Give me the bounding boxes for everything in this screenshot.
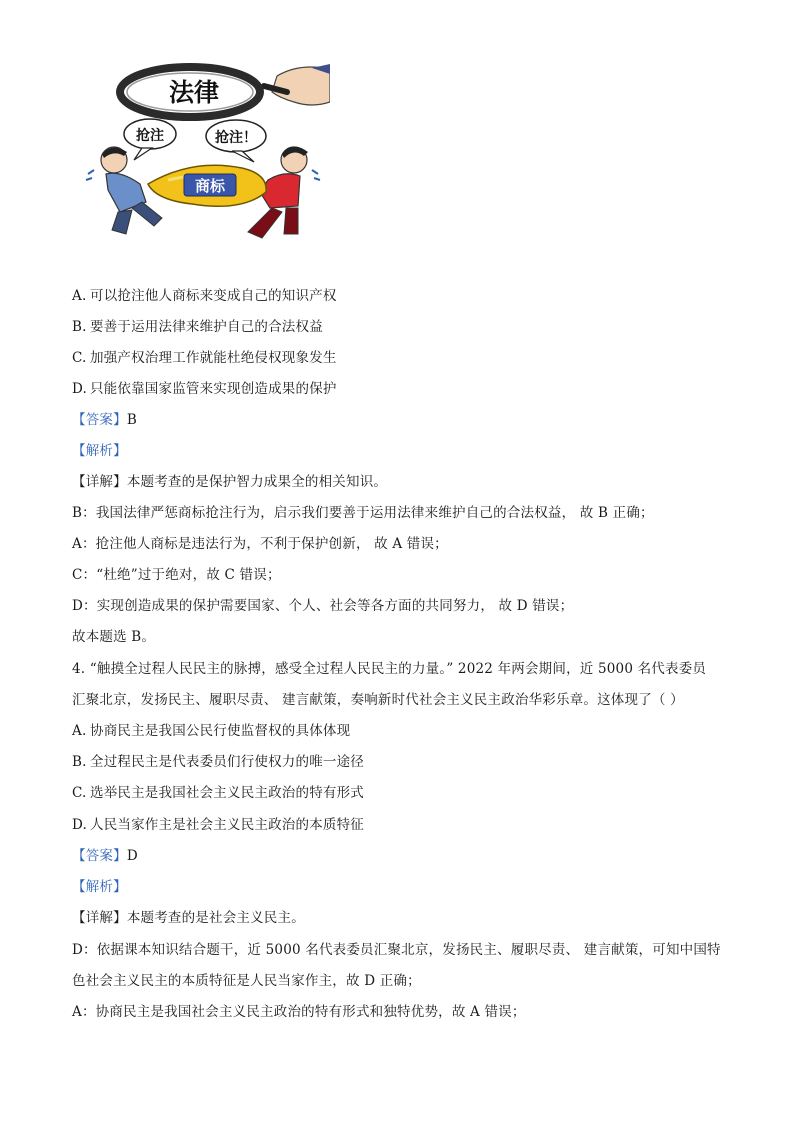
option-letter: D.	[72, 817, 88, 833]
option-letter: B.	[72, 319, 87, 335]
bubble-right-text: 抢注！	[215, 130, 257, 146]
option-text: 可以抢注他人商标来变成自己的知识产权	[90, 288, 337, 304]
option-letter: B.	[72, 754, 87, 770]
option-letter: D.	[72, 381, 88, 397]
option-letter: C.	[72, 350, 87, 366]
option-letter: A.	[72, 723, 87, 739]
magnifier-text: 法律	[168, 78, 220, 107]
q3-explain-d: D：实现创造成果的保护需要国家、个人、社会等各方面的共同努力， 故 D 错误；	[72, 598, 574, 614]
answer-value: B	[126, 412, 137, 428]
q4-explain-a: A：协商民主是我国社会主义民主政治的特有形式和独特优势，故 A 错误；	[72, 1004, 526, 1020]
q4-answer	[72, 846, 138, 866]
sack-text: 商标	[194, 177, 226, 195]
q4-option-a	[72, 721, 350, 741]
q4-stem-line1: 4. “触摸全过程人民民主的脉搏，感受全过程人民民主的力量。” 2022 年两会期间，近 5000 名代表委员	[72, 661, 707, 677]
q3-option-d	[72, 379, 337, 399]
q3-conclusion: 故本题选 B。	[72, 629, 156, 645]
option-text: 要善于运用法律来维护自己的合法权益	[90, 319, 323, 335]
q4-explain-d-line2: 色社会主义民主的本质特征是人民当家作主，故 D 正确；	[72, 973, 421, 989]
option-letter: C.	[72, 785, 87, 801]
detail-text: 本题考查的是社会主义民主。	[126, 910, 305, 926]
bubble-left-text: 抢注	[136, 128, 164, 144]
q3-analysis-label: 【解析】	[72, 443, 127, 459]
detail-text: 本题考查的是保护智力成果全的相关知识。	[126, 474, 388, 490]
answer-value: D	[126, 848, 138, 864]
q4-option-d	[72, 815, 364, 835]
detail-label: 【详解】	[72, 474, 127, 490]
q3-detail	[72, 472, 387, 492]
answer-label: 【答案】	[72, 412, 127, 428]
q3-answer	[72, 410, 137, 430]
trademark-cartoon	[72, 62, 330, 246]
q4-stem-line2: 汇聚北京，发扬民主、履职尽责、 建言献策，奏响新时代社会主义民主政治华彩乐章。这体现了（ ）	[72, 692, 684, 708]
answer-label: 【答案】	[72, 848, 127, 864]
detail-label: 【详解】	[72, 910, 127, 926]
q4-explain-d-line1: D：依据课本知识结合题干，近 5000 名代表委员汇聚北京，发扬民主、履职尽责、 建言献策，可知中国特	[72, 942, 721, 958]
q3-option-c	[72, 348, 337, 368]
option-text: 选举民主是我国社会主义民主政治的特有形式	[90, 785, 364, 801]
option-text: 人民当家作主是社会主义民主政治的本质特征	[90, 817, 364, 833]
q3-explain-b: B：我国法律严惩商标抢注行为，启示我们要善于运用法律来维护自己的合法权益， 故 B 正确；	[72, 505, 654, 521]
option-text: 协商民主是我国公民行使监督权的具体体现	[90, 723, 351, 739]
q3-option-a	[72, 286, 337, 306]
option-letter: A.	[72, 288, 87, 304]
q3-explain-c: C：“杜绝”过于绝对，故 C 错误；	[72, 567, 281, 583]
option-text: 全过程民主是代表委员们行使权力的唯一途径	[90, 754, 364, 770]
option-text: 只能依靠国家监管来实现创造成果的保护	[90, 381, 337, 397]
q4-option-b	[72, 752, 364, 772]
q4-analysis-label: 【解析】	[72, 879, 127, 895]
q3-option-b	[72, 317, 323, 337]
q4-detail	[72, 908, 305, 928]
q4-option-c	[72, 783, 364, 803]
q3-explain-a: A：抢注他人商标是违法行为，不利于保护创新， 故 A 错误；	[72, 536, 448, 552]
option-text: 加强产权治理工作就能杜绝侵权现象发生	[90, 350, 337, 366]
